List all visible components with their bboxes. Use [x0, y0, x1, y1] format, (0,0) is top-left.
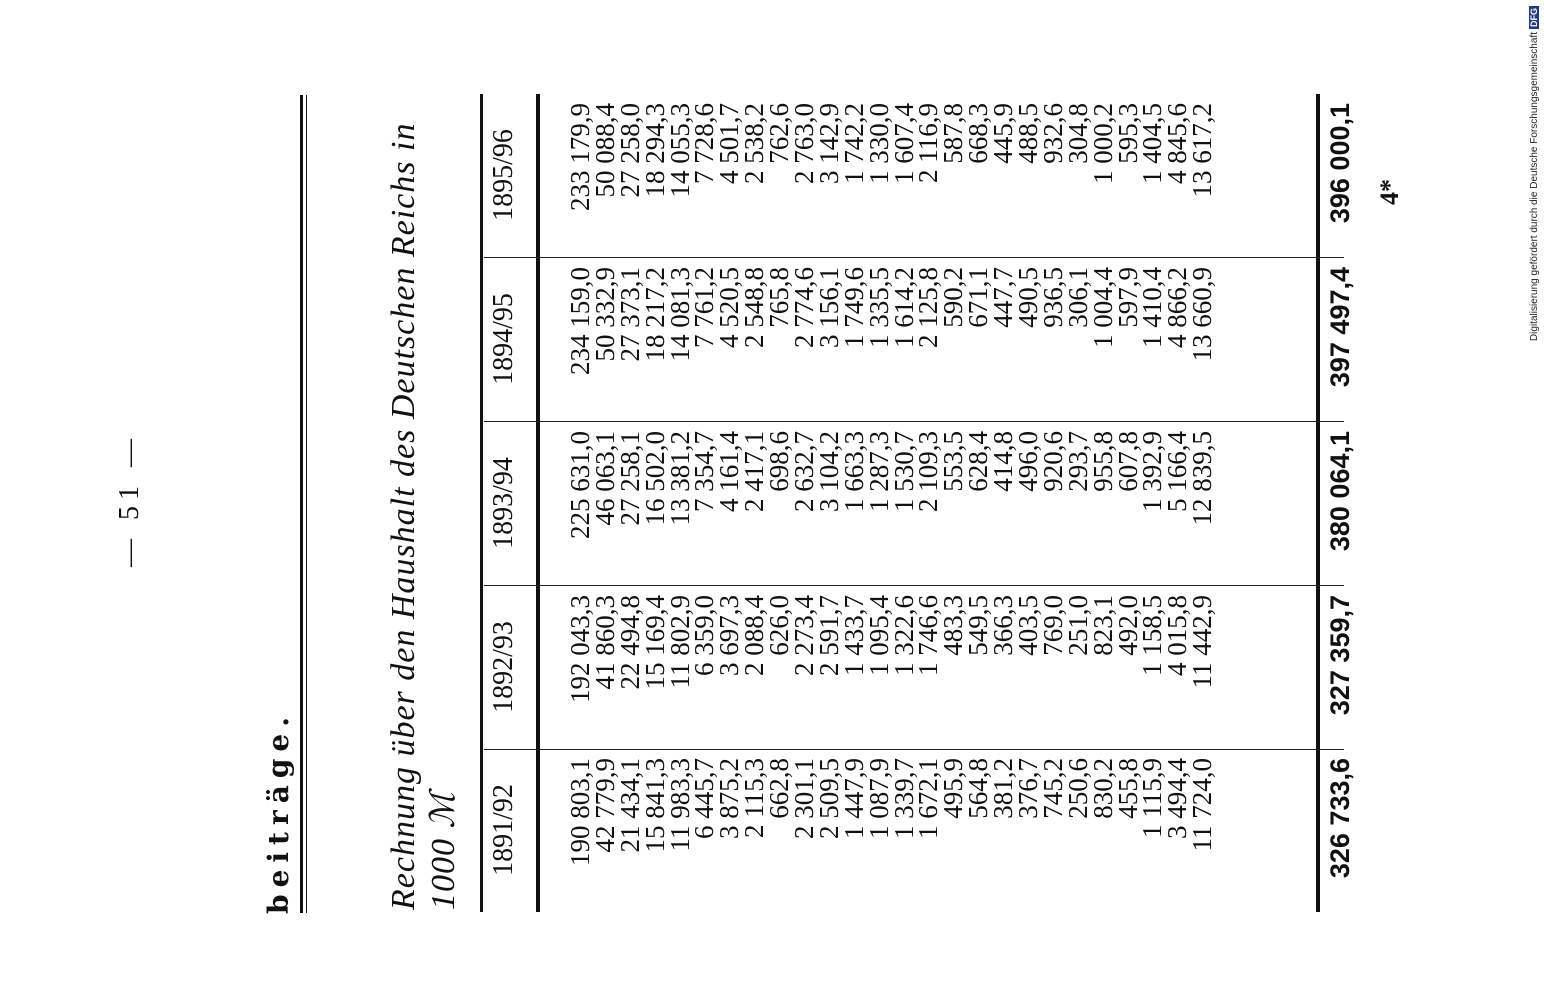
- table-cell: 2 109,3: [913, 431, 944, 512]
- table-cell: 936,5: [1037, 267, 1068, 328]
- table-cell: 50 088,4: [589, 103, 620, 198]
- table-cell: 2 763,0: [789, 103, 820, 184]
- column-total: 396 000,1: [1325, 103, 1355, 224]
- table-cell: 2 632,7: [789, 431, 820, 512]
- table-cell: 22 494,8: [614, 595, 645, 690]
- table-cell: 7 728,6: [689, 103, 720, 184]
- table-cell: 1 614,2: [888, 267, 919, 348]
- table-cell: 2 115,3: [739, 758, 770, 838]
- header-bottom-rule: [536, 94, 540, 912]
- table-cell: 225 631,0: [565, 431, 595, 539]
- column-values: [565, 103, 1218, 253]
- table-cell: 455,8: [1112, 758, 1143, 819]
- table-cell: 1 607,4: [888, 103, 919, 184]
- table-cell: 564,8: [963, 758, 994, 819]
- table-cell: 4 866,2: [1162, 267, 1193, 348]
- table-cell: 2 591,7: [813, 595, 844, 676]
- table-cell: 14 055,3: [664, 103, 695, 198]
- table-cell: 7 354,7: [689, 431, 720, 512]
- table-cell: 11 442,9: [1187, 595, 1218, 689]
- top-rule: [300, 95, 307, 913]
- column-header: 1893/94: [488, 457, 519, 549]
- page-number: — 51 —: [114, 433, 145, 567]
- page-marker: 4*: [1375, 179, 1404, 205]
- table-cell: 932,6: [1037, 103, 1068, 164]
- table-cell: 2 116,9: [913, 103, 944, 183]
- table-cell: 3 104,2: [813, 431, 844, 512]
- table-cell: 306,1: [1062, 267, 1093, 328]
- table-cell: 15 169,4: [639, 595, 670, 690]
- table-cell: 381,2: [988, 758, 1019, 819]
- table-cell: 293,7: [1062, 431, 1093, 492]
- table-cell: 1 672,1: [913, 758, 944, 839]
- table-cell: 16 502,0: [639, 431, 670, 526]
- table-cell: 1 000,2: [1087, 103, 1118, 184]
- column-values: [565, 758, 1218, 908]
- table-cell: 1 287,3: [863, 431, 894, 512]
- table-cell: 1 392,9: [1137, 431, 1168, 512]
- table-cell: 13 381,2: [664, 431, 695, 526]
- table-cell: 1 087,9: [863, 758, 894, 839]
- table-cell: 3 494,4: [1162, 758, 1193, 839]
- table-cell: 3 142,9: [813, 103, 844, 184]
- table-cell: 2 125,8: [913, 267, 944, 348]
- table-cell: 745,2: [1037, 758, 1068, 819]
- table-cell: 18 294,3: [639, 103, 670, 198]
- table-cell: 11 983,3: [664, 758, 695, 852]
- column-total: 327 359,7: [1325, 595, 1355, 716]
- table-cell: 2 509,5: [813, 758, 844, 839]
- table-cell: 4 501,7: [714, 103, 745, 184]
- table-cell: 762,6: [764, 103, 795, 164]
- table-cell: 15 841,3: [639, 758, 670, 853]
- column-separator: [484, 749, 1344, 750]
- table-cell: 251,0: [1062, 595, 1093, 656]
- column-header: 1895/96: [488, 129, 519, 221]
- table-cell: 1 004,4: [1087, 267, 1118, 348]
- table-cell: 955,8: [1087, 431, 1118, 492]
- table-cell: 11 802,9: [664, 595, 695, 689]
- header-rule: [480, 94, 483, 912]
- table-cell: 21 434,1: [614, 758, 645, 853]
- column-separator: [484, 585, 1344, 586]
- table-cell: 27 258,1: [614, 431, 645, 526]
- table-cell: 2 548,8: [739, 267, 770, 348]
- table-cell: 769,0: [1037, 595, 1068, 656]
- table-cell: 2 417,1: [739, 431, 770, 512]
- column-header: 1894/95: [488, 293, 519, 385]
- table-cell: 445,9: [988, 103, 1019, 164]
- table-cell: 1 339,7: [888, 758, 919, 839]
- table-cell: 50 332,9: [589, 267, 620, 362]
- table-cell: 595,3: [1112, 103, 1143, 164]
- column-total: 397 497,4: [1325, 267, 1355, 388]
- column-separator: [484, 257, 1344, 258]
- table-cell: 1 115,9: [1137, 758, 1168, 838]
- table-cell: 1 742,2: [838, 103, 869, 184]
- table-cell: 376,7: [1013, 758, 1044, 819]
- table-cell: 2 301,1: [789, 758, 820, 839]
- table-cell: 1 158,5: [1137, 595, 1168, 676]
- table-cell: 2 774,6: [789, 267, 820, 348]
- table-cell: 590,2: [938, 267, 969, 328]
- table-cell: 6 445,7: [689, 758, 720, 839]
- column-values: [565, 431, 1218, 581]
- column-separator: [484, 421, 1344, 422]
- table-cell: 27 373,1: [614, 267, 645, 362]
- table-cell: 1 410,4: [1137, 267, 1168, 348]
- table-cell: 1 749,6: [838, 267, 869, 348]
- table-cell: 1 404,5: [1137, 103, 1168, 184]
- table-cell: 3 697,3: [714, 595, 745, 676]
- table-cell: 1 095,4: [863, 595, 894, 676]
- table-cell: 4 845,6: [1162, 103, 1193, 184]
- table-cell: 607,8: [1112, 431, 1143, 492]
- table-cell: 6 359,0: [689, 595, 720, 676]
- table-cell: 12 839,5: [1187, 431, 1218, 526]
- column-header: 1891/92: [488, 784, 519, 876]
- table-cell: 495,9: [938, 758, 969, 819]
- table-cell: 1 330,0: [863, 103, 894, 184]
- table-cell: 587,8: [938, 103, 969, 164]
- table-cell: 366,3: [988, 595, 1019, 656]
- table-cell: 11 724,0: [1187, 758, 1218, 852]
- table-cell: 1 746,6: [913, 595, 944, 676]
- table-cell: 626,0: [764, 595, 795, 656]
- total-rule: [1316, 94, 1320, 912]
- table-cell: 3 875,2: [714, 758, 745, 839]
- table-cell: 13 617,2: [1187, 103, 1218, 198]
- table-cell: 192 043,3: [565, 595, 595, 703]
- table-cell: 190 803,1: [565, 758, 595, 866]
- table-cell: 7 761,2: [689, 267, 720, 348]
- table-cell: 447,7: [988, 267, 1019, 328]
- table-cell: 597,9: [1112, 267, 1143, 328]
- table-cell: 233 179,9: [565, 103, 595, 211]
- table-cell: 1 447,9: [838, 758, 869, 839]
- table-cell: 13 660,9: [1187, 267, 1218, 362]
- table-cell: 496,0: [1013, 431, 1044, 492]
- table-cell: 549,5: [963, 595, 994, 656]
- column-values: [565, 267, 1218, 417]
- column-total: 380 064,1: [1325, 431, 1355, 552]
- column-total: 326 733,6: [1325, 758, 1355, 879]
- table-cell: 250,6: [1062, 758, 1093, 819]
- table-cell: 490,5: [1013, 267, 1044, 328]
- column-values: [565, 595, 1218, 745]
- table-cell: 1 530,7: [888, 431, 919, 512]
- table-cell: 5 166,4: [1162, 431, 1193, 512]
- table-cell: 14 081,3: [664, 267, 695, 362]
- table-cell: 234 159,0: [565, 267, 595, 375]
- table-cell: 1 663,3: [838, 431, 869, 512]
- table-cell: 483,3: [938, 595, 969, 656]
- table-cell: 46 063,1: [589, 431, 620, 526]
- table-cell: 823,1: [1087, 595, 1118, 656]
- dfg-logo: DFG: [1529, 8, 1539, 27]
- table-cell: 671,1: [963, 267, 994, 328]
- watermark: [1526, 6, 1542, 396]
- table-cell: 920,6: [1037, 431, 1068, 492]
- table-cell: 1 322,6: [888, 595, 919, 676]
- table-cell: 553,5: [938, 431, 969, 492]
- table-cell: 4 015,8: [1162, 595, 1193, 676]
- table-cell: 2 273,4: [789, 595, 820, 676]
- table-cell: 1 433,7: [838, 595, 869, 676]
- table-cell: 304,8: [1062, 103, 1093, 164]
- table-cell: 698,6: [764, 431, 795, 492]
- table-cell: 765,8: [764, 267, 795, 328]
- column-header: 1892/93: [488, 621, 519, 713]
- section-heading: beiträge.: [262, 710, 295, 914]
- table-cell: 414,8: [988, 431, 1019, 492]
- table-cell: 662,8: [764, 758, 795, 819]
- watermark-text: Digitalisierung gefördert durch die Deutsche Forschungsgemeinschaft: [1528, 32, 1540, 342]
- table-cell: 3 156,1: [813, 267, 844, 348]
- table-cell: 492,0: [1112, 595, 1143, 656]
- table-cell: 668,3: [963, 103, 994, 164]
- table-cell: 2 538,2: [739, 103, 770, 184]
- table-cell: 830,2: [1087, 758, 1118, 819]
- table-cell: 41 860,3: [589, 595, 620, 690]
- table-cell: 27 258,0: [614, 103, 645, 198]
- table-title: Rechnung über den Haushalt des Deutschen Reichs in 1000 ℳ: [385, 122, 462, 910]
- table-cell: 42 779,9: [589, 758, 620, 853]
- table-cell: 2 088,4: [739, 595, 770, 676]
- table-cell: 403,5: [1013, 595, 1044, 656]
- table-cell: 18 217,2: [639, 267, 670, 362]
- table-cell: 4 520,5: [714, 267, 745, 348]
- table-cell: 488,5: [1013, 103, 1044, 164]
- table-cell: 1 335,5: [863, 267, 894, 348]
- table-cell: 628,4: [963, 431, 994, 492]
- table-cell: 4 161,4: [714, 431, 745, 512]
